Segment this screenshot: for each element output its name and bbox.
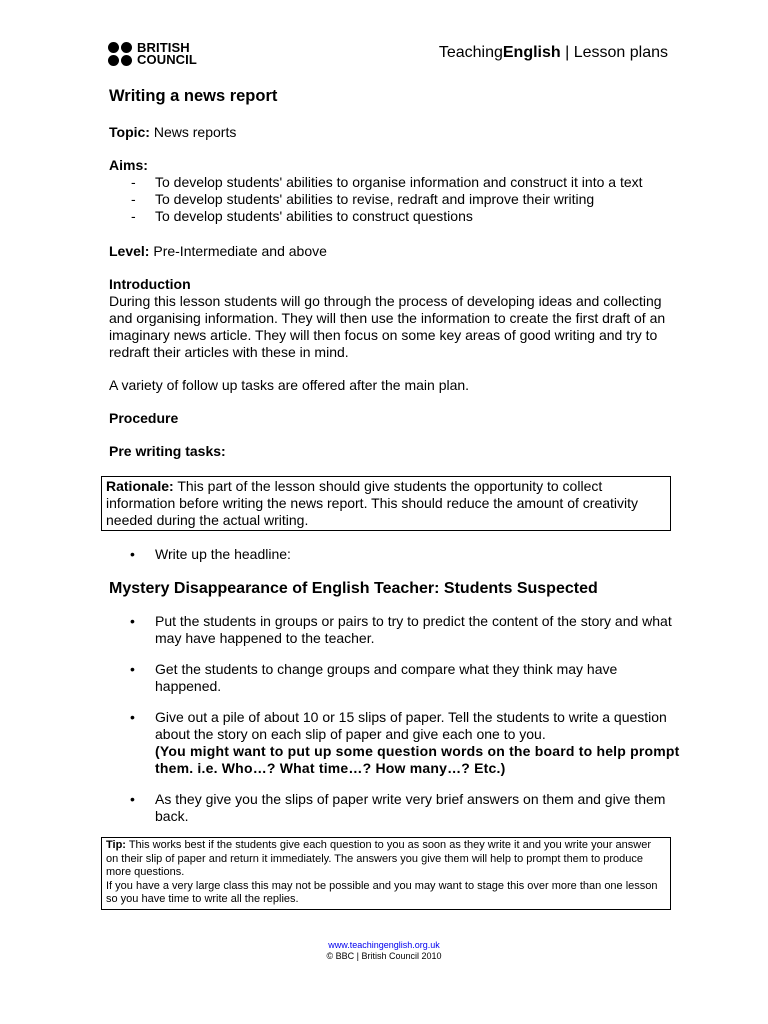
document-content: [106, 86, 681, 910]
aims-list: [109, 174, 681, 225]
procedure-heading: Procedure: [109, 410, 179, 426]
footer-copyright: © BBC | British Council 2010: [326, 951, 442, 961]
aim-item: - To develop students' abilities to construct questions: [131, 208, 473, 224]
topic-line: [109, 124, 681, 141]
list-item: • Put the students in groups or pairs to try to predict the content of the story and what may have happened to the teacher.: [130, 613, 672, 646]
topic-value: News reports: [149, 124, 237, 140]
footer-url-link[interactable]: www.teachingenglish.org.uk: [328, 940, 440, 950]
logo-dots-icon: [108, 42, 132, 66]
headline-bullet-list: [109, 546, 681, 563]
header-brand-title: [439, 44, 668, 62]
introduction-heading: Introduction: [109, 276, 191, 292]
rationale-label: Rationale:: [106, 478, 174, 494]
page-header: [108, 40, 668, 72]
tip-text: This works best if the students give each question to you as soon as they write it and you write your answer on their slip of paper and return it immediately. The answers you give them will help to prompt them to produce more questions.: [106, 839, 651, 878]
rationale-box: [101, 476, 671, 531]
story-headline: Mystery Disappearance of English Teacher: Students Suspected: [109, 580, 598, 597]
list-item: • Get the students to change groups and compare what they think may have happened.: [130, 661, 618, 694]
list-item: • Give out a pile of about 10 or 15 slips of paper. Tell the students to write a question about the story on each slip of paper and give each one to you. (You might want to put up some question words on the board to help prompt them. i.e. Who…? What time…? How many…? Etc.): [130, 709, 680, 776]
british-council-logo: [108, 42, 197, 66]
introduction-text: During this lesson students will go through the process of developing ideas and collecting and organising information. They will then use the information to create the first draft of an imaginary news article. They will then focus on some key areas of good writing and try to redraft their articles with these in mind.: [109, 293, 666, 360]
level-label: Level:: [109, 243, 150, 259]
brand-teaching: Teaching: [438, 44, 503, 61]
level-value: Pre-Intermediate and above: [149, 243, 327, 259]
aims-label: Aims:: [109, 157, 148, 173]
followup-text: A variety of follow up tasks are offered after the main plan.: [109, 377, 470, 393]
tip-box: [101, 837, 671, 910]
page-footer: [0, 940, 768, 962]
level-line: [109, 243, 681, 260]
page-title: Writing a news report: [109, 87, 278, 105]
logo-line-2: COUNCIL: [137, 52, 197, 67]
prewriting-heading: Pre writing tasks:: [109, 443, 226, 459]
rationale-text: This part of the lesson should give students the opportunity to collect information before writing the news report. This should reduce the amount of creativity needed during the actual writing.: [106, 478, 639, 528]
aim-item: - To develop students' abilities to revise, redraft and improve their writing: [131, 191, 595, 207]
list-item: • As they give you the slips of paper write very brief answers on them and give them back.: [130, 791, 666, 824]
aim-item: - To develop students' abilities to organise information and construct it into a text: [131, 174, 643, 190]
question-words-note: (You might want to put up some question words on the board to help prompt them. i.e. Who…? What time…? How many…? Etc.): [155, 743, 680, 776]
brand-suffix: | Lesson plans: [560, 44, 668, 61]
steps-list: [109, 613, 681, 825]
topic-label: Topic:: [109, 124, 150, 140]
tip-text-2: If you have a very large class this may not be possible and you may want to stage this over more than one lesson so you have time to write all the replies.: [106, 879, 658, 905]
tip-label: Tip:: [106, 839, 126, 851]
logo-line-1: BRITISH: [137, 40, 190, 55]
brand-english: English: [502, 44, 561, 61]
list-item: • Write up the headline:: [130, 546, 291, 562]
